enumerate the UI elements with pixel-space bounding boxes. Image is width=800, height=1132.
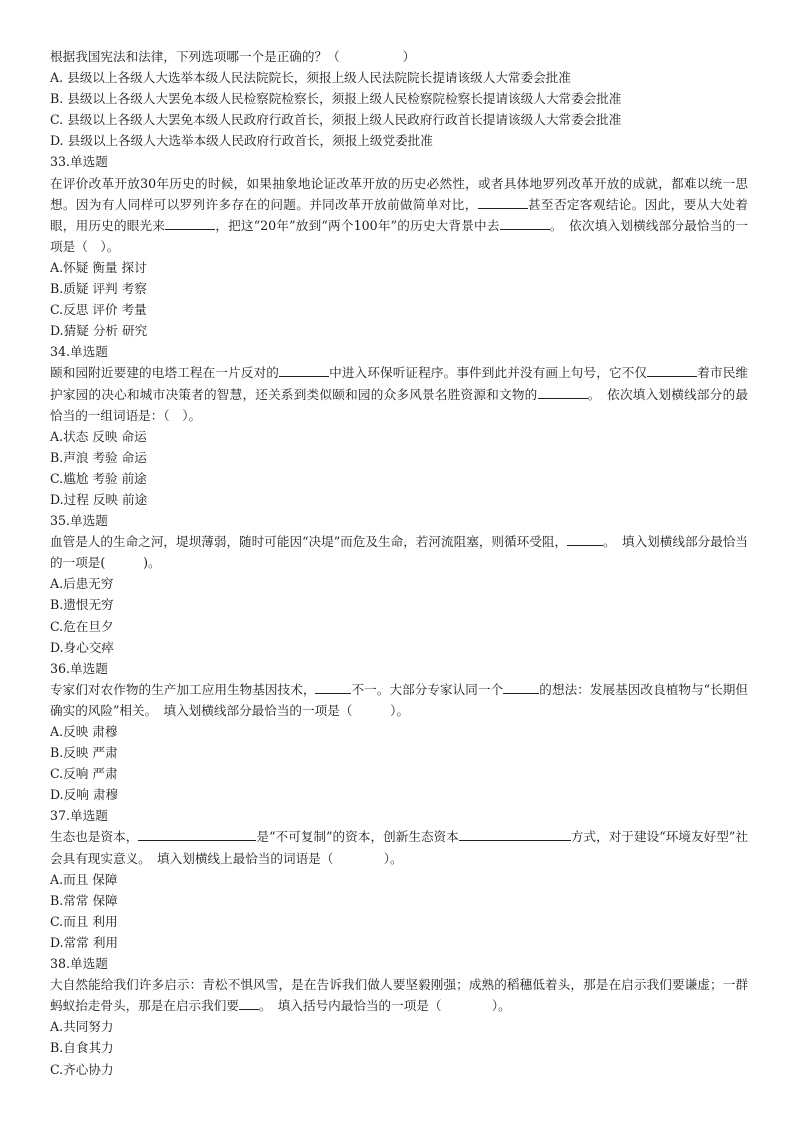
option-c: C. 县级以上各级人大罢免本级人民政府行政首长，须报上级人民政府行政首长提请该级人大常委会批准 xyxy=(50,112,622,128)
answer-blank xyxy=(165,216,215,230)
option-b: B.质疑 评判 考察 xyxy=(50,281,147,297)
option-b: B.声浪 考验 命运 xyxy=(50,449,147,465)
question-stem: 专家们对农作物的生产加工应用生物基因技术， 不一。大部分专家认同一个 的想法：发展基因改良植物与“长期但确实的风险”相关。 填入划横线部分最恰当的一项是（ ）。 xyxy=(50,681,749,718)
question-stem: 根据我国宪法和法律，下列选项哪一个是正确的？（ ） xyxy=(50,49,416,64)
question-header: 33.单选题 xyxy=(50,154,108,170)
option-c: C.而且 利用 xyxy=(50,913,118,929)
option-a: A.共同努力 xyxy=(50,1019,114,1035)
option-b: B.遗恨无穷 xyxy=(50,597,114,613)
question-header: 37.单选题 xyxy=(50,808,108,824)
option-a: A. 县级以上各级人大选举本级人民法院院长，须报上级人民法院院长提请该级人大常委会批准 xyxy=(50,70,571,86)
option-a: A.后患无穷 xyxy=(50,576,114,592)
option-b: B. 县级以上各级人大罢免本级人民检察院检察长，须报上级人民检察院检察长提请该级人大常委会批准 xyxy=(50,91,622,107)
option-d: D.反响 肃穆 xyxy=(50,787,119,803)
option-d: D.过程 反映 前途 xyxy=(50,491,148,507)
answer-blank xyxy=(138,827,256,841)
option-d: D.猜疑 分析 研究 xyxy=(50,323,148,339)
question-stem: 大自然能给我们许多启示：青松不惧风雪，是在告诉我们做人要坚毅刚强；成熟的稻穗低着头，那是在启示我们要谦虚；一群蚂蚁抬走骨头，那是在启示我们要 。 填入括号内最恰当的一项是（ ）。 xyxy=(50,977,748,1014)
option-d: D.常常 利用 xyxy=(50,934,119,950)
question-stem: 颐和园附近要建的电塔工程在一片反对的 中进入环保听证程序。事件到此并没有画上句号，它不仅 着市民维护家园的决心和城市决策者的智慧，还关系到类似颐和园的众多风景名胜资源和文物的 。 依次填入划横线部分的最恰当的一组词语是：（ ）。 xyxy=(50,365,749,423)
answer-blank xyxy=(459,827,571,841)
answer-blank xyxy=(478,195,528,209)
option-a: A.状态 反映 命运 xyxy=(50,428,147,444)
answer-blank xyxy=(647,363,697,377)
option-a: A.而且 保障 xyxy=(50,871,118,887)
option-d: D.身心交瘁 xyxy=(50,639,115,655)
question-stem: 血管是人的生命之河，堤坝薄弱，随时可能因“决堤”而危及生命，若河流阻塞，则循环受阻， 。 填入划横线部分最恰当的一项是( )。 xyxy=(50,534,748,571)
option-c: C.齐心协力 xyxy=(50,1061,114,1077)
question-header: 38.单选题 xyxy=(50,956,108,972)
question-header: 34.单选题 xyxy=(50,344,108,360)
question-stem: 生态也是资本， 是“不可复制”的资本，创新生态资本 方式，对于建设“环境友好型”社会具有现实意义。 填入划横线上最恰当的词语是（ ）。 xyxy=(50,829,748,866)
question-header: 35.单选题 xyxy=(50,513,108,529)
option-b: B.反映 严肃 xyxy=(50,745,118,761)
answer-blank xyxy=(500,216,550,230)
option-b: B.常常 保障 xyxy=(50,892,118,908)
answer-blank xyxy=(567,532,603,546)
question-stem: 在评价改革开放30年历史的时候，如果抽象地论证改革开放的历史必然性，或者具体地罗列改革开放的成就，都难以统一思想。因为有人同样可以罗列许多存在的问题。并同改革开放前做简单对比， 甚至否定客观结论。因此，要从大处着眼，用历史的眼光来 ，把这“20年”放到“两个100年”的历史大背景中去 。 依次填入划横线部分最恰当的一项是（ ）。 xyxy=(50,175,749,254)
option-d: D. 县级以上各级人大选举本级人民政府行政首长，须报上级党委批准 xyxy=(50,133,433,149)
answer-blank xyxy=(503,680,539,694)
option-b: B.自食其力 xyxy=(50,1040,114,1056)
option-a: A.怀疑 衡量 探讨 xyxy=(50,259,147,275)
answer-blank xyxy=(315,680,351,694)
answer-blank xyxy=(279,363,329,377)
option-c: C.反思 评价 考量 xyxy=(50,302,147,318)
question-header: 36.单选题 xyxy=(50,660,108,676)
option-c: C.尴尬 考验 前途 xyxy=(50,470,147,486)
answer-blank xyxy=(538,385,588,399)
answer-blank xyxy=(239,996,259,1010)
option-c: C.反响 严肃 xyxy=(50,766,118,782)
option-a: A.反映 肃穆 xyxy=(50,724,118,739)
option-c: C.危在旦夕 xyxy=(50,618,114,634)
